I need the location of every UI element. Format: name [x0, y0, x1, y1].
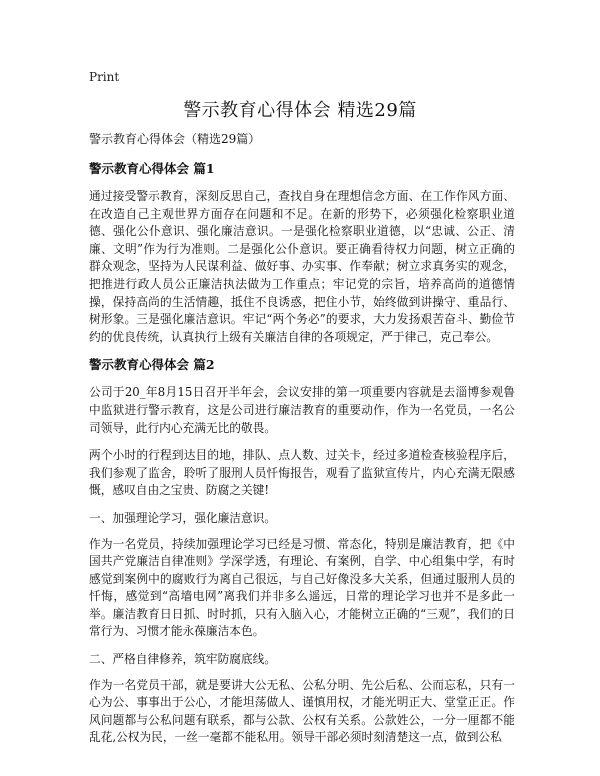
section-2-paragraph-2: 两个小时的行程到达目的地，排队、点人数、过关卡，经过多道检查核验程序后，我们参观了监舍，聆听了服刑人员忏悔报告，观看了监狱宣传片，内心充满无限感慨，感叹自由之宝贵、防腐之关键! [89, 448, 515, 498]
section-2-paragraph-4: 作为一名党员干部，就是要讲大公无私、公私分明、先公后私、公而忘私，只有一心为公、事事出于公心，才能坦荡做人、谨慎用权，才能光明正大、堂堂正正。作风问题都与公私问题有联系，都与公款、公权有关系。公款姓公，一分一厘都不能乱花,公权为民，一丝一毫都不能私用。领导干部必须时刻清楚这一点，做到公私 [89, 677, 515, 745]
page-title: 警示教育心得体会 精选29篇 [183, 100, 417, 121]
section-2-paragraph-1: 公司于20_年8月15日召开半年会，会议安排的第一项重要内容就是去淄博参观鲁中监狱进行警示教育，这是公司进行廉洁教育的重要动作，作为一名党员，一名公司领导，此行内心充满无比的敬畏。 [89, 385, 515, 435]
section-heading-2: 警示教育心得体会 篇2 [89, 357, 215, 373]
section-1-paragraph-1: 通过接受警示教育，深刻反思自己，查找自身在理想信念方面、在工作作风方面、在改造自己主观世界方面存在问题和不足。在新的形势下，必须强化检察职业道德、强化公仆意识、强化廉洁意识。一是强化检察职业道德，以“忠诚、公正、清廉、文明”作为行为准则。二是强化公仆意识。要正确看待权力问题，树立正确的群众观念，坚持为人民谋利益、做好事、办实事、作奉献；树立求真务实的观念，把推进行政人员公正廉洁执法做为工作重点；牢记党的宗旨，培养高尚的道德情操，保持高尚的生活情趣，抵住不良诱惑，把住小节，始终做到讲操守、重品行、树形象。三是强化廉洁意识。牢记“两个务必”的要求，大力发扬艰苦奋斗、勤俭节约的优良传统，认真执行上级有关廉洁自律的各项规定，严于律己，克己奉公。 [89, 189, 515, 344]
section-2-subheading-2: 二、严格自律修养，筑牢防腐底线。 [89, 652, 277, 667]
document-body [89, 130, 515, 757]
print-link[interactable]: Print [89, 70, 120, 84]
section-2-subheading-1: 一、加强理论学习，强化廉洁意识。 [89, 510, 277, 525]
section-2-paragraph-3: 作为一名党员，持续加强理论学习已经是习惯、常态化，特别是廉洁教育，把《中国共产党廉洁自律准则》学深学透，有理论、有案例，自学、中心组集中学，有时感觉到案例中的腐败行为离自己很远，与自己好像没多大关系，但通过服刑人员的忏悔，感觉到“高墙电网”离我们并非多么遥远，日常的理论学习也并不是多此一举。廉洁教育日日抓、时时抓，只有入脑入心，才能树立正确的“三观”，我们的日常行为、习惯才能永葆廉洁本色。 [89, 536, 515, 639]
document-subtitle: 警示教育心得体会（精选29篇） [89, 132, 261, 146]
section-heading-1: 警示教育心得体会 篇1 [89, 161, 215, 176]
